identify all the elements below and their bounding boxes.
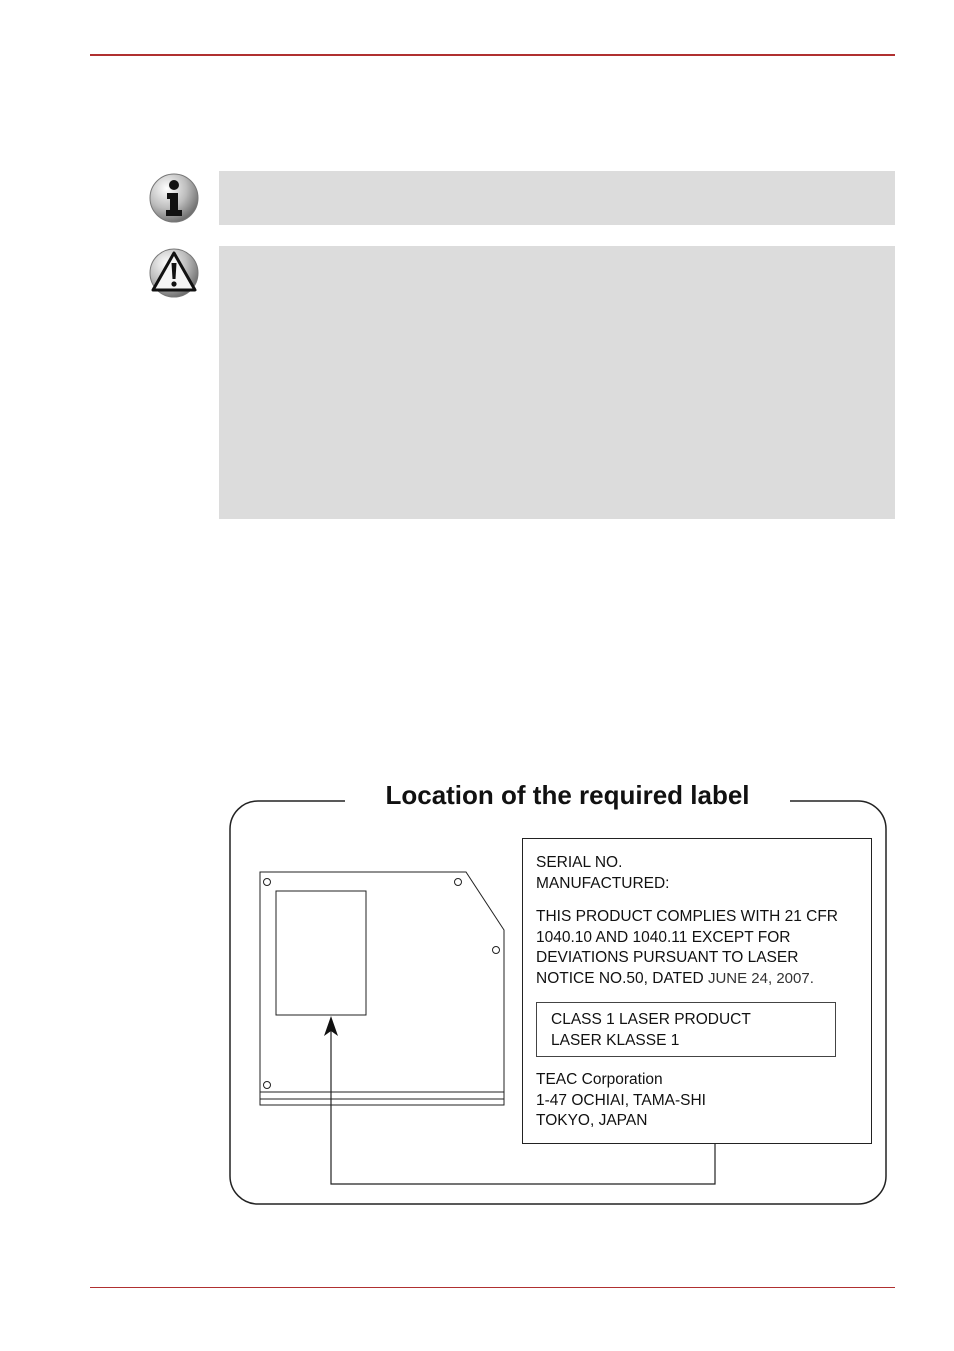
compliance-statement — [536, 907, 871, 989]
compliance-line: DEVIATIONS PURSUANT TO LASER — [536, 949, 799, 966]
serial-number-label: SERIAL NO. — [536, 854, 623, 871]
manufacturer-city: TOKYO, JAPAN — [536, 1112, 648, 1129]
compliance-line: 1040.10 AND 1040.11 EXCEPT FOR — [536, 928, 791, 946]
label-position-marker — [276, 891, 366, 1015]
laser-class-box — [536, 1002, 836, 1057]
serial-block — [536, 853, 871, 894]
footer-rule — [90, 1287, 895, 1288]
manufacturer-block — [536, 1070, 871, 1132]
manufacturer-address: 1-47 OCHIAI, TAMA-SHI — [536, 1091, 706, 1109]
compliance-line: THIS PRODUCT COMPLIES WITH 21 CFR — [536, 908, 838, 925]
laser-class-line: CLASS 1 LASER PRODUCT — [551, 1011, 751, 1028]
optical-drive-outline — [260, 872, 504, 1105]
notice-suffix: . — [809, 969, 814, 987]
laser-label-panel — [522, 838, 872, 1144]
diagram-title: Location of the required label — [345, 775, 790, 815]
manufactured-label: MANUFACTURED: — [536, 874, 670, 892]
notice-prefix: NOTICE NO.50, DATED — [536, 969, 708, 987]
manufacturer-name: TEAC Corporation — [536, 1071, 663, 1088]
compliance-notice-line — [536, 969, 871, 990]
laser-class-line: LASER KLASSE 1 — [551, 1031, 680, 1049]
notice-date: JUNE 24, 2007 — [707, 969, 810, 987]
